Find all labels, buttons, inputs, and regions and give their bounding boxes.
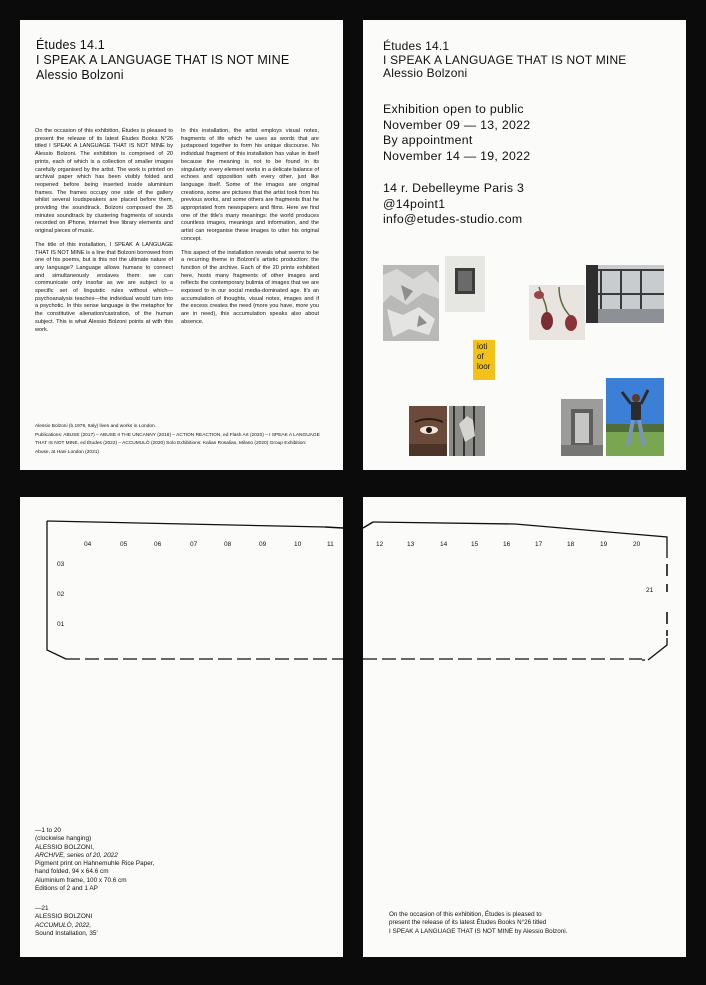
caption-line: Sound Installation, 35': [35, 929, 98, 937]
image-yellow-card: [473, 340, 495, 380]
artist-name: Alessio Bolzoni: [36, 68, 124, 82]
caption-line: ALESSIO BOLZONI,: [35, 843, 94, 851]
publication-title: Études 14.1: [36, 38, 105, 52]
plan-number: 11: [327, 541, 334, 548]
page-text-sheet: [20, 20, 343, 470]
text-column-left: [35, 128, 173, 340]
paragraph: On the occasion of this exhibition, Études is pleased to present the release of its latest Études Books N°26 titled I SPEAK A LANGUAGE THAT IS NOT MINE by Alessio Bolzoni. The exhibition is comprised of 20 prints, each of which is a collection of smaller images carefully organised by the artist. The work is printed on archival paper which has been visibly folded and reopened before being inserted inside aluminium frames. The frames occupy one side of the gallery whilst several loudspeakers are placed before them, providing the soundtrack. Bolzoni composed the 35 minutes soundtrack by clustering fragments of sounds recorded on iPhone, internet free library elements and original pieces of music.: [35, 128, 173, 235]
plan-number: 15: [471, 541, 479, 548]
yellow-card-text: loor: [477, 362, 491, 371]
plan-number: 17: [535, 541, 543, 548]
exhibition-line: By appointment: [383, 133, 473, 147]
bio-line: Publications: ABUSE (2017) – ABUSE II THE UNCANNY (2018) – ACTION REACTION, ed Flash Art (2020) – I SPEAK A LANGUAGE: [35, 432, 320, 438]
plan-number: 18: [567, 541, 575, 548]
caption-line: —1 to 20: [35, 827, 61, 834]
image-corridor: [561, 399, 603, 456]
plan-number: 20: [633, 541, 641, 548]
plan-number: 14: [440, 541, 448, 548]
image-wilted-tulips: [529, 285, 585, 340]
caption-line: Aluminium frame, 100 x 70.6 cm: [35, 876, 127, 884]
footer-line: I SPEAK A LANGUAGE THAT IS NOT MINE by Alessio Bolzoni.: [389, 927, 568, 935]
publication-title: Études 14.1: [383, 39, 450, 53]
plan-number: 05: [120, 541, 128, 548]
header-block: [36, 38, 289, 83]
plan-number: 13: [407, 541, 415, 548]
paragraph: In this installation, the artist employs visual notes, fragments of life which he uses as words that are juxtaposed together to form his unique discourse. No individual fragment of this installation has value in itself because the meaning is not to be found in its singularity: every element works in a delicate balance of echoes and opposition with every other, just like language itself. Some of the images are original creations, some are pictures that the artist took from his previous works, and some others are fragments that he appropriated from newspapers and films. Here we find one of the title's many meanings: the world produces countless images, meanings and information, and the artist can reorganise these images to utter his original concept.: [181, 128, 319, 242]
plan-number: 02: [57, 591, 65, 598]
plan-number: 08: [224, 541, 232, 548]
paragraph: This aspect of the installation reveals what seems to be a recurring theme in Bolzoni's artistic production: the function of the archive. Each of the 20 prints exhibited here, hosts many fragments of other images and reflects the contemporary bulimia of images that we are exposed to in our social media-dominated age. It's an accumulation of thoughts, visual notes, images and if the excess creates the need (more you have, more you are in need), this accumulation speaks also about absence.: [181, 249, 319, 325]
header-block: [383, 40, 627, 81]
page-info-sheet: [363, 20, 686, 470]
caption-line: (clockwise hanging): [35, 835, 92, 843]
bio-line: Abuse, at Hani London (2021): [35, 449, 100, 455]
text-column-right: [181, 128, 319, 333]
work-title: I SPEAK A LANGUAGE THAT IS NOT MINE: [383, 52, 627, 67]
exhibition-line: November 09 — 13, 2022: [383, 117, 531, 132]
instagram-handle: @14point1: [383, 196, 446, 211]
caption-archive: [35, 827, 154, 893]
contact-block: [383, 181, 524, 228]
plan-number: 16: [503, 541, 511, 548]
plan-number: 09: [259, 541, 267, 548]
paragraph: The title of this installation, I SPEAK A LANGUAGE THAT IS NOT MINE is a line that Bolzoni borrowed from one of his poems, but is this not the ultimate nature of any language? Language allows humans to connect and simultaneously enslaves them: we can communicate only insofar as we are subject to a specific set of linguistic rules without which—psychoanalysis teaches—the individual would turn into a psychotic. In this sense language is the metaphor for the constitutive alienation/castration, of the human subject. This is what Alessio Bolzoni points at with this work.: [35, 241, 173, 333]
plan-number: 07: [190, 541, 198, 548]
caption-accumulo: [35, 905, 98, 938]
image-hand-fence: [449, 406, 485, 456]
plan-number: 04: [84, 541, 92, 548]
caption-line: Pigment print on Hahnemuhle Rice Paper,: [35, 860, 155, 868]
caption-line: ARCHIVE, series of 20, 2022: [35, 851, 118, 859]
caption-line: ACCUMULÒ, 2022,: [35, 921, 92, 929]
artist-bio: [35, 423, 335, 457]
email: info@etudes-studio.com: [383, 212, 523, 226]
footer-line: On the occasion of this exhibition, Études is pleased to: [389, 911, 542, 918]
work-title: I SPEAK A LANGUAGE THAT IS NOT MINE: [36, 53, 290, 67]
image-crumpled-paper: [383, 265, 439, 341]
artist-name: Alessio Bolzoni: [383, 66, 468, 80]
caption-line: hand folded, 94 x 64.6 cm: [35, 868, 109, 876]
bio-line: Alessio Bolzoni (b.1979, Italy) lives and works in London.: [35, 424, 157, 429]
plan-number: 01: [57, 621, 65, 628]
yellow-card-text: ioti: [477, 342, 488, 351]
yellow-card-text: of: [477, 352, 484, 361]
exhibition-dates: [383, 102, 530, 164]
plan-number: 10: [294, 541, 302, 548]
exhibition-line: November 14 — 19, 2022: [383, 148, 531, 163]
exhibition-line: Exhibition open to public: [383, 102, 524, 116]
footer-line: present the release of its latest Études Books N°26 titled: [389, 919, 547, 927]
caption-line: —21: [35, 905, 49, 912]
page-plan-right: [363, 497, 686, 957]
page-plan-left: [20, 497, 343, 957]
plan-number: 12: [376, 541, 384, 548]
image-window-view: [586, 265, 664, 323]
image-face-closeup: [409, 406, 447, 456]
plan-number: 19: [600, 541, 608, 548]
footer-text: [389, 911, 639, 936]
caption-line: ALESSIO BOLZONI: [35, 913, 93, 921]
image-dark-frame: [445, 256, 485, 312]
bio-line: THAT IS NOT MINE, ed Études (2022) – ACCUMULÒ (2020) Solo Exhibitions: Kalian Rosalian, Milano (2020) Group Exhibition:: [35, 441, 307, 447]
address: 14 r. Debelleyme Paris 3: [383, 181, 525, 195]
plan-number: 06: [154, 541, 162, 548]
caption-line: Editions of 2 and 1 AP: [35, 885, 98, 893]
plan-number: 21: [646, 587, 654, 594]
image-man-in-park: [606, 378, 664, 456]
plan-number: 03: [57, 561, 65, 568]
